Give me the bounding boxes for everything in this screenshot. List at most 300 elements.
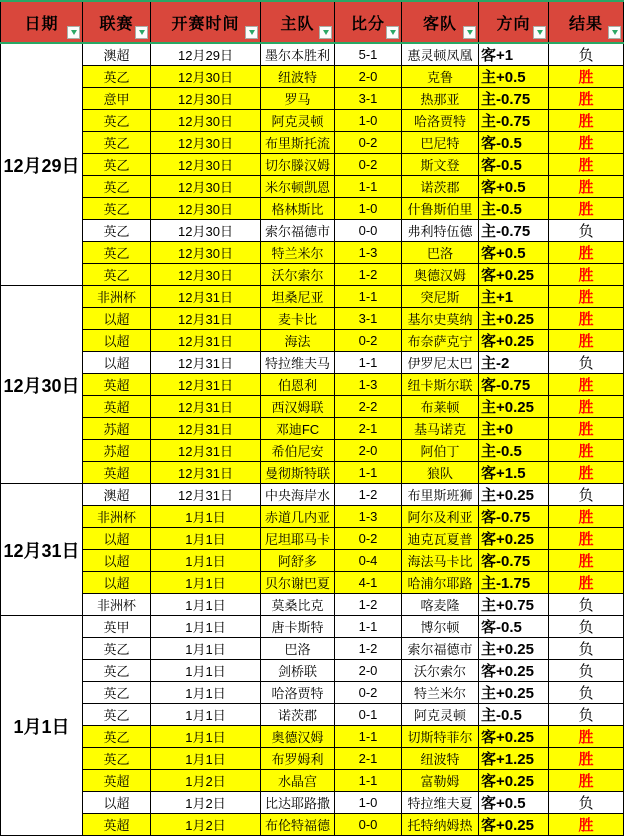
league-cell: 以超 [83,352,151,374]
match-row [1,374,624,396]
result-cell: 胜 [549,286,624,308]
start-time-cell: 1月1日 [151,682,261,704]
direction-cell: 客-0.5 [479,616,549,638]
start-time-cell: 1月1日 [151,726,261,748]
away-team-cell: 奥德汉姆 [402,264,479,286]
score-cell: 1-0 [335,198,402,220]
league-cell: 英乙 [83,132,151,154]
league-cell: 苏超 [83,418,151,440]
score-cell: 2-0 [335,66,402,88]
direction-cell: 主-0.75 [479,220,549,242]
result-cell: 胜 [549,242,624,264]
start-time-cell: 1月1日 [151,748,261,770]
home-team-cell: 格林斯比 [261,198,335,220]
start-time-cell: 12月30日 [151,88,261,110]
home-team-cell: 赤道几内亚 [261,506,335,528]
result-cell: 胜 [549,770,624,792]
direction-cell: 主+1 [479,286,549,308]
home-team-cell: 奥德汉姆 [261,726,335,748]
start-time-cell: 12月31日 [151,330,261,352]
away-team-cell: 阿伯丁 [402,440,479,462]
result-cell: 负 [549,660,624,682]
home-team-cell: 希伯尼安 [261,440,335,462]
league-cell: 英乙 [83,660,151,682]
match-row [1,748,624,770]
start-time-cell: 1月1日 [151,638,261,660]
start-time-cell: 12月30日 [151,242,261,264]
match-row [1,638,624,660]
away-team-cell: 海法马卡比 [402,550,479,572]
result-cell: 胜 [549,462,624,484]
league-cell: 英乙 [83,220,151,242]
away-team-cell: 巴尼特 [402,132,479,154]
home-team-cell: 巴洛 [261,638,335,660]
date-group-cell: 12月31日 [1,484,83,616]
header-row [1,1,624,43]
result-cell: 胜 [549,198,624,220]
league-cell: 英乙 [83,110,151,132]
start-time-cell: 12月31日 [151,396,261,418]
result-cell: 负 [549,220,624,242]
league-cell: 以超 [83,572,151,594]
match-row [1,484,624,506]
score-cell: 3-1 [335,88,402,110]
home-team-cell: 贝尔谢巴夏 [261,572,335,594]
league-cell: 非洲杯 [83,506,151,528]
result-cell: 负 [549,352,624,374]
match-row [1,396,624,418]
start-time-cell: 12月31日 [151,308,261,330]
away-team-cell: 托特纳姆热 [402,814,479,836]
start-time-cell: 1月1日 [151,528,261,550]
home-team-cell: 唐卡斯特 [261,616,335,638]
match-row [1,418,624,440]
league-cell: 英乙 [83,176,151,198]
away-team-cell: 热那亚 [402,88,479,110]
league-cell: 英乙 [83,748,151,770]
start-time-cell: 1月1日 [151,660,261,682]
column-header-direction [479,1,549,43]
start-time-cell: 12月30日 [151,220,261,242]
league-cell: 英乙 [83,726,151,748]
direction-cell: 主-0.75 [479,88,549,110]
start-time-cell: 1月2日 [151,792,261,814]
match-row [1,682,624,704]
result-cell: 胜 [549,572,624,594]
score-cell: 2-1 [335,748,402,770]
start-time-cell: 12月29日 [151,43,261,66]
score-cell: 0-2 [335,682,402,704]
direction-cell: 客+0.25 [479,726,549,748]
start-time-cell: 1月1日 [151,572,261,594]
away-team-cell: 克鲁 [402,66,479,88]
home-team-cell: 海法 [261,330,335,352]
column-header-league [83,1,151,43]
direction-cell: 主-0.5 [479,198,549,220]
chevron-down-icon [249,30,255,35]
score-cell: 0-2 [335,132,402,154]
score-cell: 1-3 [335,242,402,264]
result-cell: 负 [549,792,624,814]
home-team-cell: 米尔顿凯恩 [261,176,335,198]
filter-dropdown-icon[interactable] [533,26,546,39]
direction-cell: 主+0 [479,418,549,440]
score-cell: 0-2 [335,154,402,176]
direction-cell: 客+0.25 [479,330,549,352]
chevron-down-icon [390,30,396,35]
result-cell: 胜 [549,528,624,550]
league-cell: 英超 [83,770,151,792]
home-team-cell: 阿舒多 [261,550,335,572]
league-cell: 以超 [83,308,151,330]
away-team-cell: 突尼斯 [402,286,479,308]
direction-cell: 主+0.5 [479,66,549,88]
date-group-cell: 1月1日 [1,616,83,836]
direction-cell: 客-0.75 [479,374,549,396]
result-cell: 胜 [549,374,624,396]
away-team-cell: 特拉维夫夏 [402,792,479,814]
result-cell: 胜 [549,154,624,176]
start-time-cell: 12月30日 [151,198,261,220]
match-row [1,704,624,726]
match-row [1,66,624,88]
league-cell: 以超 [83,330,151,352]
score-cell: 1-3 [335,374,402,396]
start-time-cell: 12月30日 [151,176,261,198]
away-team-cell: 阿尔及利亚 [402,506,479,528]
score-cell: 0-4 [335,550,402,572]
league-cell: 英乙 [83,264,151,286]
chevron-down-icon [139,30,145,35]
home-team-cell: 布伦特福德 [261,814,335,836]
away-team-cell: 布里斯班狮 [402,484,479,506]
home-team-cell: 墨尔本胜利 [261,43,335,66]
score-cell: 1-1 [335,726,402,748]
direction-cell: 客+1.5 [479,462,549,484]
match-row [1,154,624,176]
home-team-cell: 邓迪FC [261,418,335,440]
score-cell: 1-1 [335,770,402,792]
home-team-cell: 切尔滕汉姆 [261,154,335,176]
home-team-cell: 曼彻斯特联 [261,462,335,484]
column-header-date [1,1,83,43]
chevron-down-icon [71,30,77,35]
score-cell: 2-0 [335,440,402,462]
column-header-start-time [151,1,261,43]
away-team-cell: 特兰米尔 [402,682,479,704]
home-team-cell: 剑桥联 [261,660,335,682]
match-row [1,660,624,682]
home-team-cell: 水晶宫 [261,770,335,792]
filter-dropdown-icon[interactable] [319,26,332,39]
league-cell: 以超 [83,550,151,572]
result-cell: 胜 [549,748,624,770]
chevron-down-icon [323,30,329,35]
league-cell: 英乙 [83,154,151,176]
filter-dropdown-icon[interactable] [67,26,80,39]
home-team-cell: 罗马 [261,88,335,110]
away-team-cell: 基尔史莫纳 [402,308,479,330]
league-cell: 英超 [83,462,151,484]
match-row [1,594,624,616]
filter-dropdown-icon[interactable] [135,26,148,39]
match-row [1,286,624,308]
home-team-cell: 莫桑比克 [261,594,335,616]
away-team-cell: 狼队 [402,462,479,484]
match-row [1,88,624,110]
start-time-cell: 12月31日 [151,418,261,440]
direction-cell: 客+0.25 [479,770,549,792]
start-time-cell: 12月31日 [151,462,261,484]
home-team-cell: 麦卡比 [261,308,335,330]
match-row [1,43,624,66]
column-header-label: 日期 [24,15,59,33]
start-time-cell: 1月1日 [151,616,261,638]
direction-cell: 客+0.5 [479,176,549,198]
result-cell: 胜 [549,418,624,440]
score-cell: 1-2 [335,638,402,660]
score-cell: 3-1 [335,308,402,330]
start-time-cell: 1月2日 [151,814,261,836]
filter-dropdown-icon[interactable] [608,26,621,39]
score-cell: 1-2 [335,264,402,286]
start-time-cell: 12月30日 [151,110,261,132]
score-cell: 1-1 [335,616,402,638]
start-time-cell: 12月31日 [151,440,261,462]
match-row [1,198,624,220]
start-time-cell: 12月30日 [151,132,261,154]
away-team-cell: 布莱顿 [402,396,479,418]
score-cell: 1-0 [335,110,402,132]
match-row [1,550,624,572]
column-header-home-team [261,1,335,43]
result-cell: 负 [549,682,624,704]
column-header-result [549,1,624,43]
home-team-cell: 索尔福德市 [261,220,335,242]
result-cell: 负 [549,484,624,506]
match-row [1,308,624,330]
score-cell: 1-1 [335,352,402,374]
away-team-cell: 布奈萨克宁 [402,330,479,352]
result-cell: 胜 [549,308,624,330]
league-cell: 苏超 [83,440,151,462]
away-team-cell: 沃尔索尔 [402,660,479,682]
away-team-cell: 切斯特菲尔 [402,726,479,748]
score-cell: 2-2 [335,396,402,418]
result-cell: 胜 [549,264,624,286]
filter-dropdown-icon[interactable] [245,26,258,39]
home-team-cell: 沃尔索尔 [261,264,335,286]
column-header-label: 方向 [496,15,531,33]
start-time-cell: 12月30日 [151,154,261,176]
direction-cell: 主+0.75 [479,594,549,616]
direction-cell: 客+0.25 [479,660,549,682]
match-row [1,176,624,198]
result-cell: 负 [549,43,624,66]
start-time-cell: 1月1日 [151,704,261,726]
league-cell: 非洲杯 [83,594,151,616]
direction-cell: 主+0.25 [479,682,549,704]
away-team-cell: 纽波特 [402,748,479,770]
score-cell: 0-0 [335,220,402,242]
match-row [1,814,624,836]
direction-cell: 主-0.75 [479,110,549,132]
home-team-cell: 纽波特 [261,66,335,88]
away-team-cell: 哈洛贾特 [402,110,479,132]
result-cell: 负 [549,704,624,726]
away-team-cell: 迪克瓦夏普 [402,528,479,550]
league-cell: 意甲 [83,88,151,110]
chevron-down-icon [467,30,473,35]
away-team-cell: 阿克灵顿 [402,704,479,726]
direction-cell: 客+1 [479,43,549,66]
direction-cell: 主+0.25 [479,484,549,506]
score-cell: 1-2 [335,484,402,506]
away-team-cell: 斯文登 [402,154,479,176]
score-cell: 2-0 [335,660,402,682]
column-header-label: 客队 [422,15,457,33]
score-cell: 1-2 [335,594,402,616]
match-row [1,220,624,242]
result-cell: 胜 [549,396,624,418]
home-team-cell: 布里斯托流 [261,132,335,154]
match-row [1,440,624,462]
result-cell: 胜 [549,132,624,154]
start-time-cell: 1月1日 [151,594,261,616]
home-team-cell: 坦桑尼亚 [261,286,335,308]
home-team-cell: 特拉维夫马 [261,352,335,374]
match-row [1,792,624,814]
match-row [1,726,624,748]
score-cell: 1-0 [335,792,402,814]
score-cell: 4-1 [335,572,402,594]
direction-cell: 客+1.25 [479,748,549,770]
match-row [1,242,624,264]
away-team-cell: 喀麦隆 [402,594,479,616]
start-time-cell: 1月1日 [151,550,261,572]
chevron-down-icon [612,30,618,35]
start-time-cell: 12月31日 [151,286,261,308]
home-team-cell: 特兰米尔 [261,242,335,264]
start-time-cell: 1月2日 [151,770,261,792]
match-row [1,528,624,550]
date-group-cell: 12月29日 [1,43,83,286]
direction-cell: 主-2 [479,352,549,374]
score-cell: 0-2 [335,330,402,352]
away-team-cell: 纽卡斯尔联 [402,374,479,396]
result-cell: 胜 [549,66,624,88]
away-team-cell: 索尔福德市 [402,638,479,660]
away-team-cell: 博尔顿 [402,616,479,638]
away-team-cell: 哈浦尔耶路 [402,572,479,594]
score-cell: 1-1 [335,462,402,484]
league-cell: 以超 [83,528,151,550]
league-cell: 以超 [83,792,151,814]
result-cell: 胜 [549,176,624,198]
home-team-cell: 伯恩利 [261,374,335,396]
direction-cell: 主-1.75 [479,572,549,594]
result-cell: 负 [549,616,624,638]
column-header-score [335,1,402,43]
match-row [1,770,624,792]
column-header-label: 联赛 [99,15,134,33]
result-cell: 胜 [549,550,624,572]
start-time-cell: 1月1日 [151,506,261,528]
home-team-cell: 阿克灵顿 [261,110,335,132]
league-cell: 澳超 [83,484,151,506]
result-cell: 胜 [549,88,624,110]
home-team-cell: 中央海岸水 [261,484,335,506]
match-row [1,132,624,154]
match-row [1,352,624,374]
start-time-cell: 12月31日 [151,484,261,506]
column-header-label: 结果 [568,15,603,33]
direction-cell: 客-0.5 [479,132,549,154]
away-team-cell: 富勒姆 [402,770,479,792]
league-cell: 英乙 [83,682,151,704]
column-header-label: 主队 [280,15,315,33]
start-time-cell: 12月31日 [151,352,261,374]
match-row [1,110,624,132]
away-team-cell: 什鲁斯伯里 [402,198,479,220]
match-row [1,506,624,528]
start-time-cell: 12月30日 [151,66,261,88]
score-cell: 0-0 [335,814,402,836]
away-team-cell: 巴洛 [402,242,479,264]
score-cell: 1-1 [335,176,402,198]
score-cell: 0-1 [335,704,402,726]
filter-dropdown-icon[interactable] [463,26,476,39]
filter-dropdown-icon[interactable] [386,26,399,39]
direction-cell: 客-0.75 [479,550,549,572]
column-header-label: 开赛时间 [171,15,240,33]
league-cell: 英乙 [83,638,151,660]
league-cell: 英超 [83,374,151,396]
chevron-down-icon [537,30,543,35]
direction-cell: 客-0.5 [479,154,549,176]
league-cell: 英乙 [83,704,151,726]
result-cell: 胜 [549,506,624,528]
result-cell: 胜 [549,440,624,462]
league-cell: 英乙 [83,198,151,220]
direction-cell: 主+0.25 [479,396,549,418]
direction-cell: 客+0.5 [479,242,549,264]
direction-cell: 客+0.5 [479,792,549,814]
away-team-cell: 弗利特伍德 [402,220,479,242]
match-row [1,264,624,286]
direction-cell: 客-0.75 [479,506,549,528]
result-cell: 负 [549,638,624,660]
result-cell: 胜 [549,726,624,748]
home-team-cell: 尼坦耶马卡 [261,528,335,550]
column-header-away-team [402,1,479,43]
league-cell: 澳超 [83,43,151,66]
league-cell: 英乙 [83,242,151,264]
away-team-cell: 惠灵顿凤凰 [402,43,479,66]
result-cell: 负 [549,594,624,616]
direction-cell: 主+0.25 [479,638,549,660]
home-team-cell: 西汉姆联 [261,396,335,418]
score-cell: 0-2 [335,528,402,550]
result-cell: 胜 [549,814,624,836]
league-cell: 英超 [83,814,151,836]
score-cell: 1-3 [335,506,402,528]
direction-cell: 主+0.25 [479,308,549,330]
start-time-cell: 12月30日 [151,264,261,286]
direction-cell: 主-0.5 [479,704,549,726]
match-row [1,616,624,638]
score-cell: 1-1 [335,286,402,308]
